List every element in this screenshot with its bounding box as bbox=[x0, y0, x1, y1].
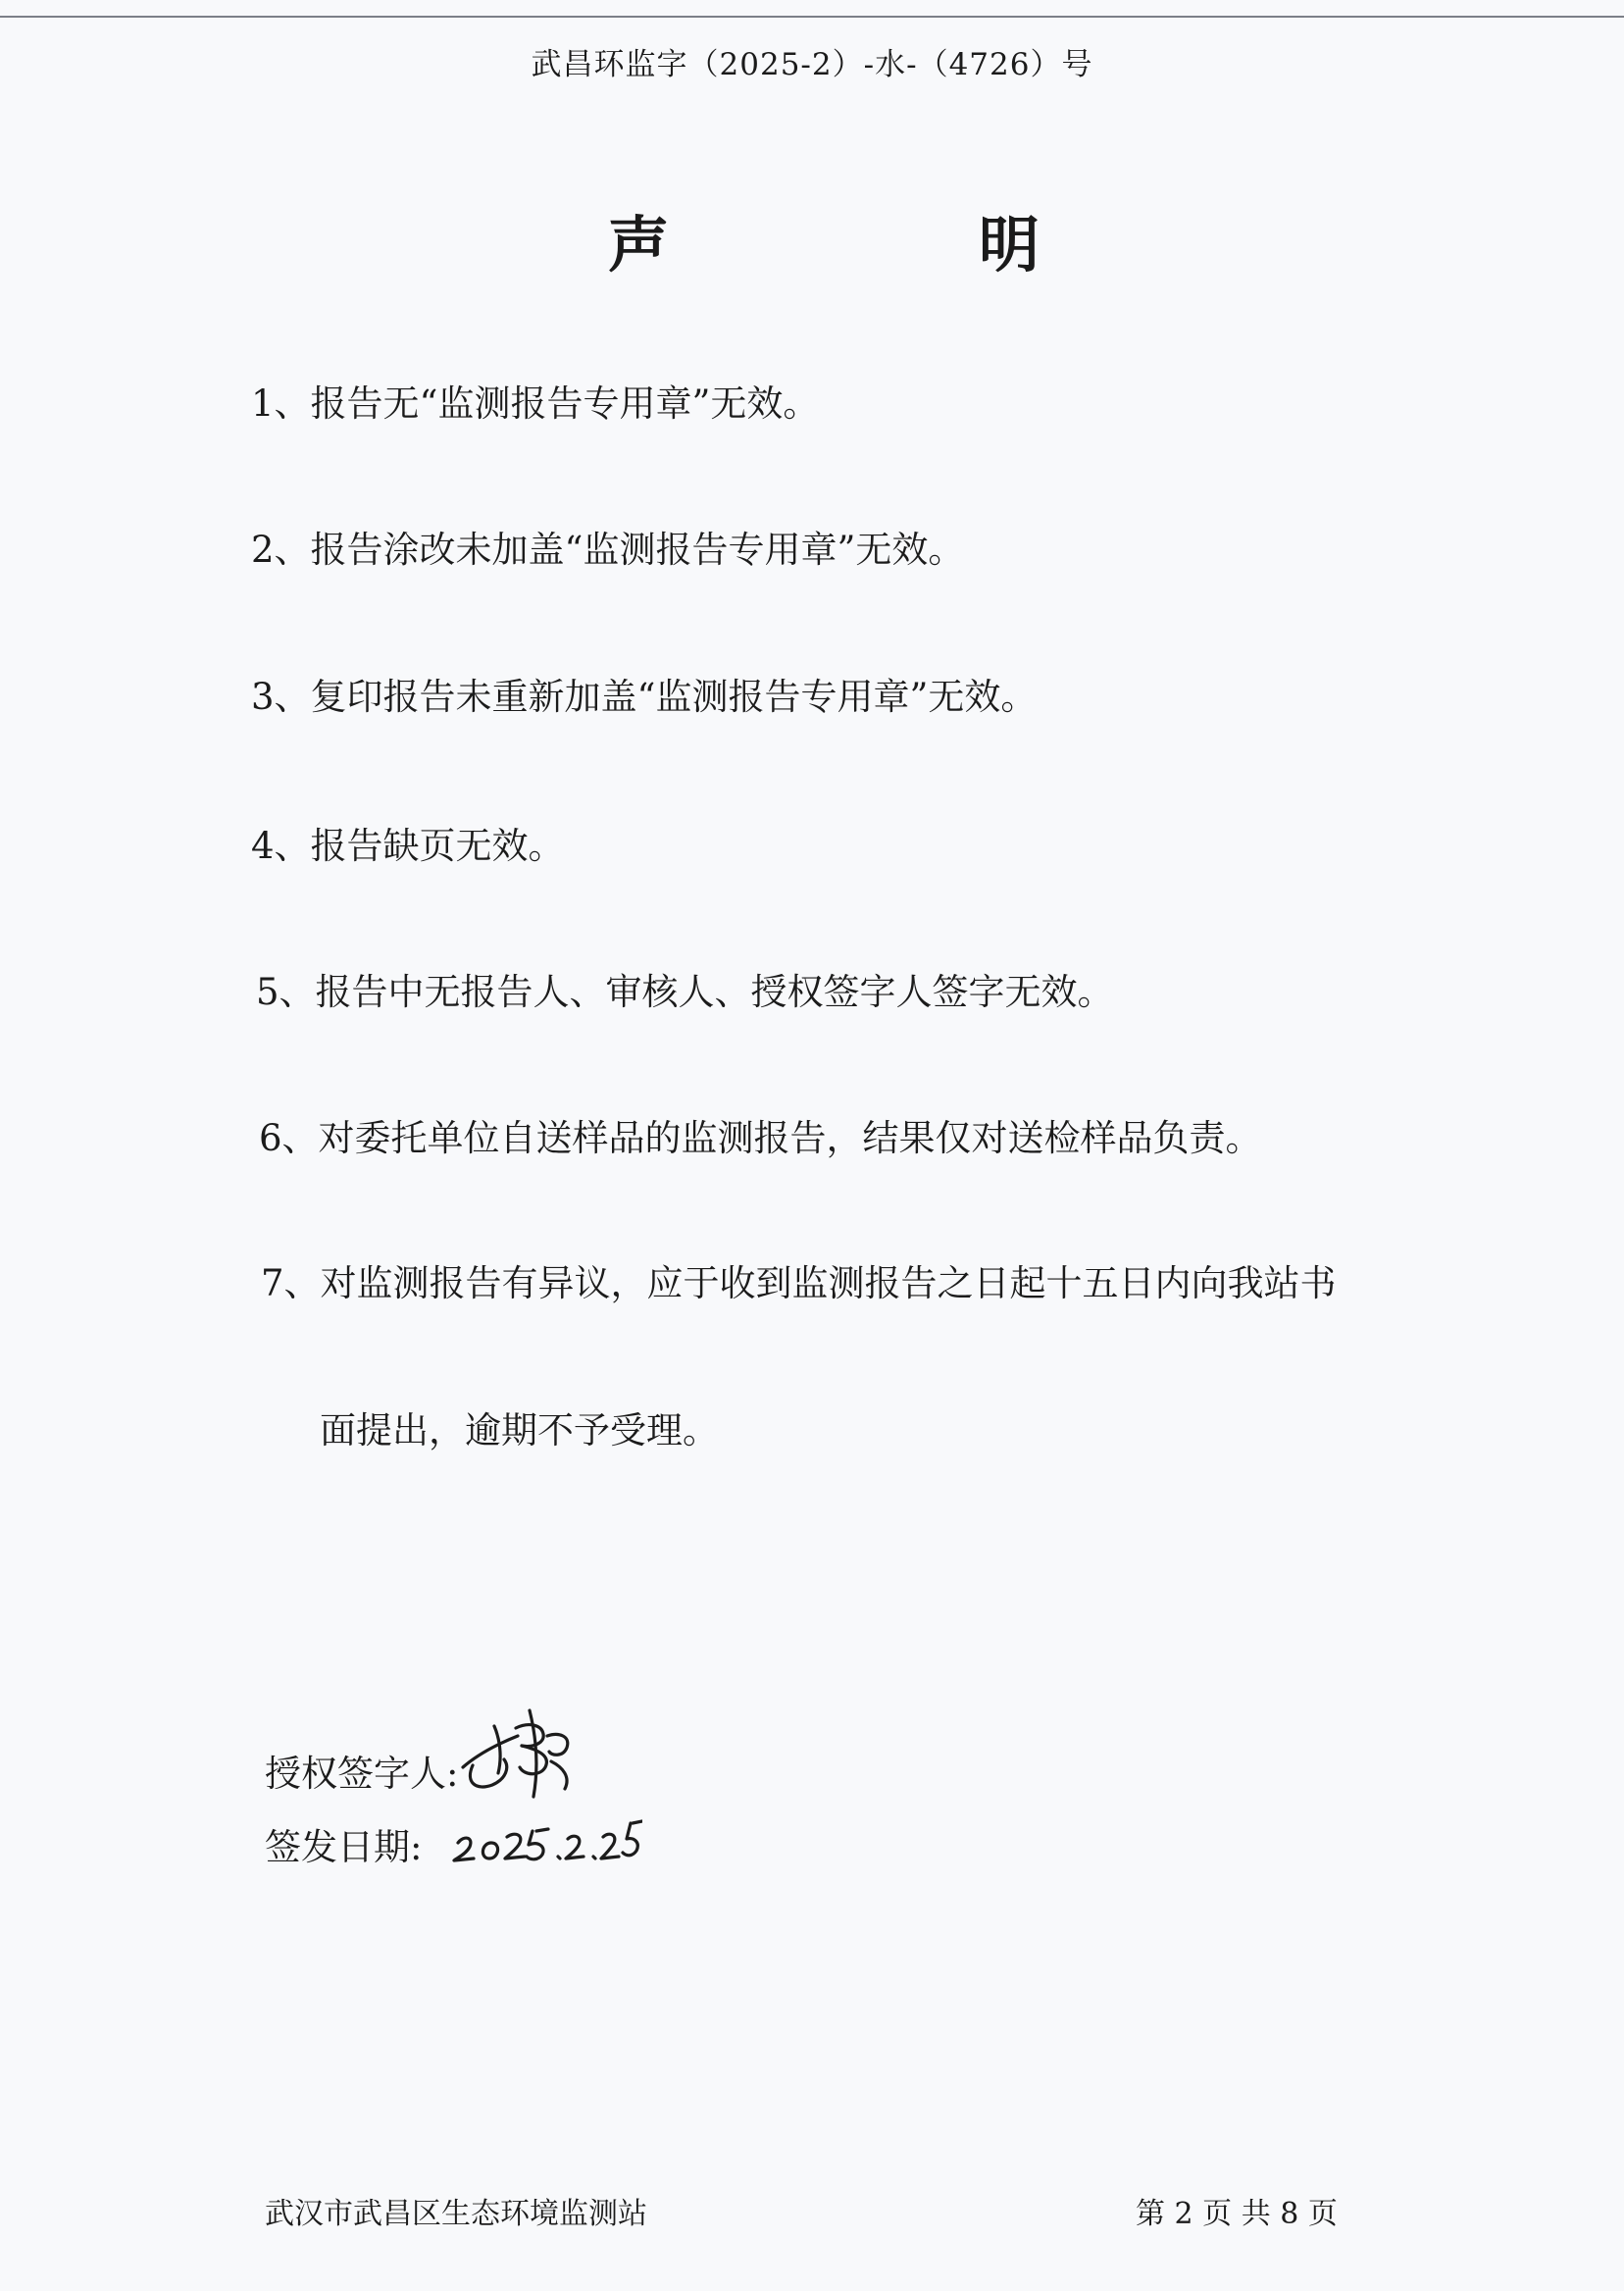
clause-text: 复印报告未重新加盖“监测报告专用章”无效。 bbox=[310, 676, 1038, 718]
issue-date-label: 签发日期: bbox=[265, 1826, 423, 1868]
footer-page-indicator: 第 2 页 共 8 页 bbox=[1136, 2197, 1338, 2231]
footer-organization: 武汉市武昌区生态环境监测站 bbox=[265, 2197, 647, 2231]
clause-number: 1、 bbox=[251, 382, 311, 425]
title-char-1: 声 bbox=[608, 209, 670, 280]
clause-7-continuation bbox=[320, 1407, 719, 1454]
clause-4 bbox=[251, 823, 565, 870]
clause-number: 7、 bbox=[261, 1262, 321, 1304]
clause-text: 对监测报告有异议，应于收到监测报告之日起十五日内向我站书 bbox=[320, 1262, 1337, 1304]
clause-text: 面提出，逾期不予受理。 bbox=[320, 1409, 719, 1451]
clause-5 bbox=[256, 969, 1114, 1016]
clause-number: 4、 bbox=[251, 825, 311, 867]
clause-number: 2、 bbox=[251, 529, 311, 571]
clause-3 bbox=[251, 674, 1037, 721]
clause-text: 对委托单位自送样品的监测报告，结果仅对送检样品负责。 bbox=[318, 1117, 1262, 1159]
page-title bbox=[608, 196, 1040, 283]
clause-2 bbox=[251, 527, 964, 574]
signatory-label: 授权签字人: bbox=[265, 1753, 459, 1795]
clause-text: 报告中无报告人、审核人、授权签字人签字无效。 bbox=[315, 971, 1114, 1013]
clause-1 bbox=[251, 381, 819, 428]
clause-text: 报告无“监测报告专用章”无效。 bbox=[310, 382, 820, 425]
clause-number: 6、 bbox=[259, 1117, 319, 1159]
report-number: 武昌环监字（2025-2）-水-（4726）号 bbox=[531, 47, 1093, 82]
clause-text: 报告缺页无效。 bbox=[310, 825, 565, 867]
clause-text: 报告涂改未加盖“监测报告专用章”无效。 bbox=[310, 529, 965, 571]
title-char-2: 明 bbox=[978, 209, 1040, 280]
handwritten-date bbox=[446, 1809, 642, 1872]
clause-6 bbox=[259, 1115, 1262, 1162]
clause-7 bbox=[261, 1260, 1337, 1307]
clause-number: 5、 bbox=[256, 971, 316, 1013]
header-rule bbox=[0, 16, 1624, 18]
handwritten-signature bbox=[459, 1706, 596, 1804]
clause-number: 3、 bbox=[251, 676, 311, 718]
